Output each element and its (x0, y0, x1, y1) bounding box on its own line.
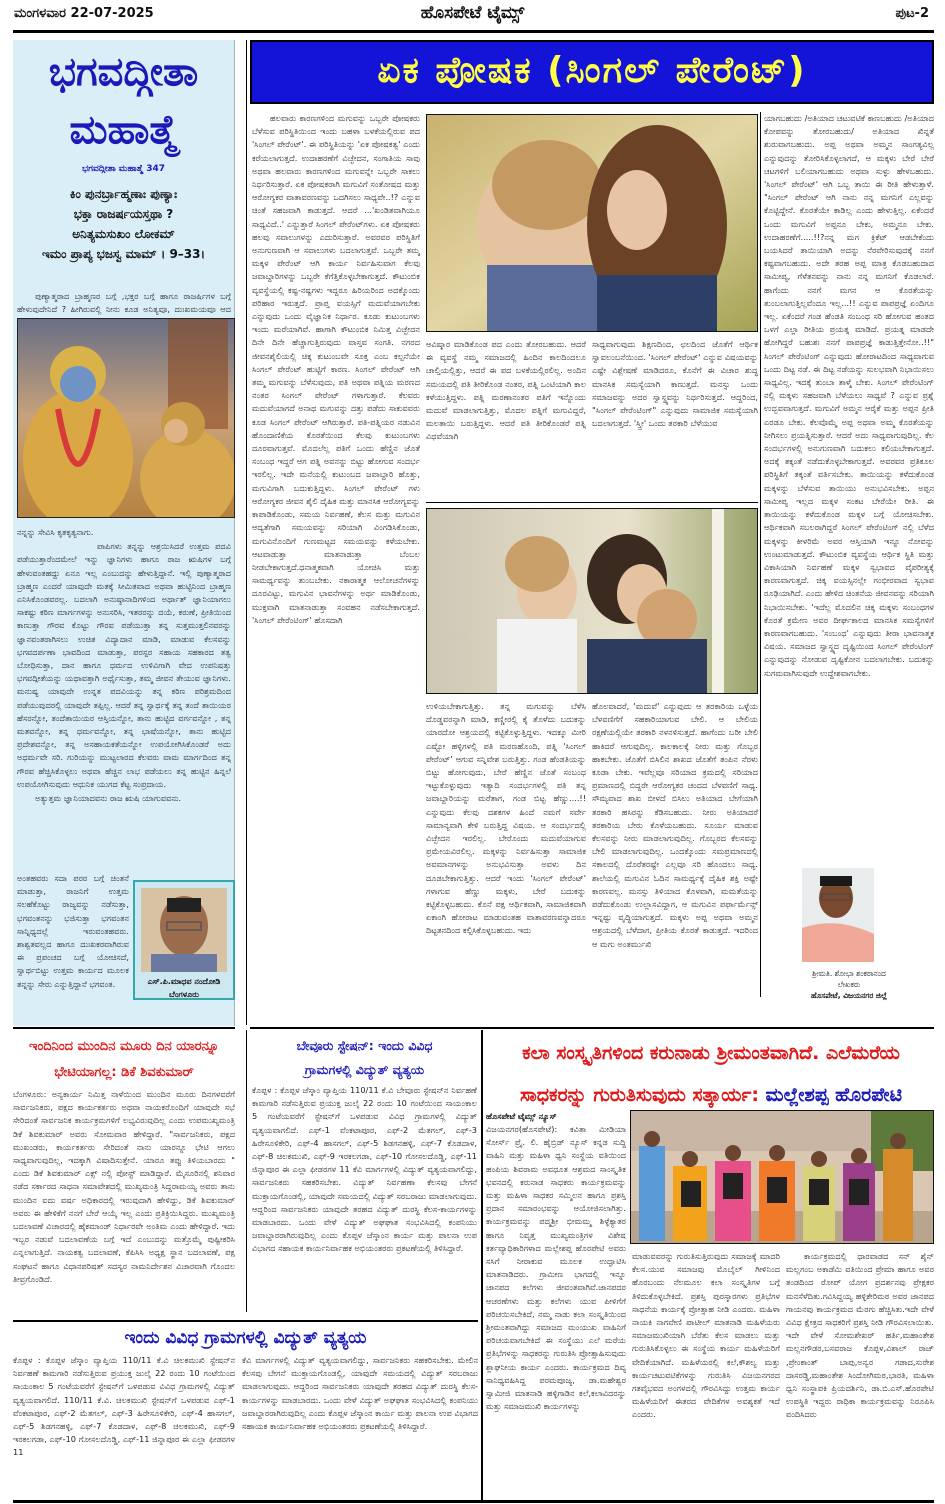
chilakamukhi-text: ಕೆವಿ ಮಾರ್ಗಗಳಲ್ಲಿ ವಿದ್ಯುತ್ ವ್ಯತ್ಯಯವಾಗಲಿದ್ದು, ಸಾರ್ವಜನಿಕರು ಸಹಕರಿಸಬೇಕು. ಮೇಲಿನ ಕೆಲಸವು ಬೇಗನೆ ಮುಕ್ತಾಯಗೊಂಡಲ್ಲಿ, ಯಾವುದೇ ಸಮಯದಲ್ಲಿ ವಿದ್ಯುತ್ ಸರಬರಾಜು ಮಾಡಲಾಗುವುದು. ಆದ್ದರಿಂದ ಸಾರ್ವಜನಿಕರು ಯಾವುದೇ ತರಹದ ವಿದ್ಯುತ್ ದುರಸ್ಥಿ ಕೆಲಸ-ಕಾರ್ಯಗಳನ್ನು ಮಾಡಬಾರದು. ಒಂದು ವೇಳೆ ವಿದ್ಯುತ್ ಅಘಘಾತ ಸಂಭವಿಸಿದಲ್ಲಿ ಕಂಪನಿಯು ಜವಾಬ್ದಾರರಾಗಿರುವುದಿಲ್ಲ ಎಂದು ಕೊಪ್ಪಳ ಜೆಸ್ಕಾಂನ ಕಾರ್ಯ ಮತ್ತು ಪಾಲನಾ ಉಪ ವಿಭಾಗದ ಸಹಾಯಕ ಕಾರ್ಯನಿರ್ವಾಹಕ ಅಭಿಯಂತರರು ಪ್ರಕಟಣೆಯಲ್ಲಿ ತಿಳಿಸಿದ್ದಾರೆ. (242, 1355, 478, 1432)
gita-para: ಪುಣ್ಯಾತ್ಮರಾದ ಬ್ರಾಹ್ಮಣರ ಬಗ್ಗೆ ,ಭಕ್ತರ ಬಗ್ಗೆ ಹಾಗೂ ರಾಜರ್ಷಿಗಳ ಬಗ್ಗೆ ಹೇಳುವುದೇನಿದೆ ? ಹೀಗಿರುವಲ್ಲಿ ನೀನು ಕೂಡ ಅನಿತ್ಯವೂ, ದುಃಖಮಯವೂ ಆದ (17, 291, 231, 315)
bevur-body (252, 1084, 477, 1312)
section-rule (250, 1027, 934, 1029)
mother-child-photo (426, 114, 758, 332)
shloka (13, 184, 234, 264)
bevur-headline-line1: ಬೇವೂರು ಸ್ಟೇಷನ್: ಇಂದು ವಿವಿಧ (296, 1038, 433, 1053)
main-article-col2b (592, 338, 758, 478)
gita-author-name: ಎಸ್.ಪಿ.ಮಾಧವ ನಂದೋಡಿ (147, 977, 221, 986)
main-author-role: ಲೇಖಕರು (837, 980, 861, 989)
kala-text: ವಿಜಯನಗರ(ಹೊಸಪೇಟೆ): ಕವಿತಾ ಮೀಡಿಯಾ ಸೋರ್ಸ್ ಪ್ರೈ. ಲಿ. ಹೈಬ್ರಿಡ್ ನ್ಯೂಸ್ ಕನ್ನಡ ಸುದ್ದಿ ವಾಹಿನಿ ಮತ್ತು ಮಹಿಳಾ ಧ್ವನಿ ಸಂಸ್ಥೆಯ ವತಿಯಿಂದ ಹಂಪಿಯ ಶಿವರಾಮ ಅವಧೂತ ಆಶ್ರಮದ ಸಾಂಸ್ಕೃತಿಕ ಭವನದಲ್ಲಿ ಕರುನಾಡ ಸಾಧಕರು ಕಾರ್ಯಕ್ರಮವನ್ನು ಮತ್ತು ಮಹಿಳಾ ಸಾಧಕರ ಸಮ್ಮಿಲನ ಹಾಗೂ ಪ್ರಶಸ್ತಿ ಪ್ರದಾನ ಸಮಾರಂಭವನ್ನು ಆಯೋಜಿಸಲಾಗಿತ್ತು. ಕಾರ್ಯಕ್ರಮವನ್ನು ಪದ್ಮಶ್ರೀ ಭೀಮಮ್ಮ ಶಿಳ್ಳೆಕ್ಯಾತರ ಹಾಗೂ ನಿವೃತ್ತ ಮುಖ್ಯಮಂತ್ರಿಗಳ ವಿಶೇಷ ಕರ್ತವ್ಯಾಧಿಕಾರಿಗಳಾದ ಮಲ್ಲೇಶಪ್ಪ ಹೊರಪೇಟಿ ಅವರು ಸಸಿಗೆ ನೀರಾಕುವ ಮೂಲಕ ಉದ್ಘಾಟಿಸಿ ಮಾತನಾಡಿದರು. ಗ್ರಾಮೀಣ ಭಾಗದಲ್ಲಿ ಇನ್ನೂ ಜಾನಪದ ಕಲೆಗಳು ಜೀವಂತವಾಗಿವೆ.ಜಾನಪದರ ಆಚರಣೆಗಳು ಮತ್ತು ಕಲೆಗಳು ಯುವ ಪೀಳಿಗೆಗೆ ಪರಿಚಯಿಸಬೇಕಿದೆ, ನಮ್ಮ ನಾಡು ಕಲಾ ಸಂಸ್ಕೃತಿಯಿಂದ ಶ್ರೀಮಂತವಾಗಿದ್ದು ಸಮಾಜದ ಮಂಯುಖ ವಾಹಿನಿಗೆ ಪರಿಚಯವಾಗಬೇಕಿದೆ ಈ ಸಂಸ್ಥೆಯು ಎಲೆ ಮರೆಯ ಪ್ರತಿಭೆಗಳನ್ನು ಸಾಧಕರನ್ನು ಗುರುತಿಸಿ ಪ್ರೋತ್ಸಾಹಿಸುವುದು ಶ್ಲಾಘನೀಯ ಕಾರ್ಯ ಎಂದರು. ಕಾರ್ಯಕ್ರಮದ ದಿವ್ಯ ಸಾನಿಧ್ಯವಹಿಸಿದ್ದ ಪರಮಪೂಜ್ಯ, ಡಾ.ಮಹೇಶ್ವರ ಸ್ವಾಮೀಜಿ ಮಾತನಾಡಿ ಹಳ್ಳಿಗಾಡಿನ ಕಲೆ,ಕಲಾವಿದರನ್ನು ಮತ್ತು ಸಮಾಜಮುಖಿ ಕಾರ್ಯಗಳನ್ನು (486, 1124, 626, 1412)
main-article-text: ಯಾಗಬಹುದು /ಅತಿಯಾದ ಚಟುವಟಿಕೆ ಕಾಣಬಹುದು /ಅತಿಯಾದ ಕೋಪವನ್ನು ತೋರಬಹುದು/ ಅತಿಯಾದ ಖಿನ್ನತೆ ಶುರುವಾಗಬಹುದು. ಅಪ್ಪ ಅಥವಾ ಅಮ್ಮನ ಸಾಂಗತ್ಯವಿಲ್ಲ ಎನ್ನುವುದನ್ನು ತೋರಿಸಿಕೊಳ್ಳಲಾಗದೆ, ಆ ಮಕ್ಕಳು ಬೇರೆ ಬೇರೆ ಚಟಗಳಿಗೆ ಬಲಿಯಾಗಬಹುದು ಅಥವಾ ಸುಳ್ಳು ಹೇಳಬಹುದು. 'ಸಿಂಗಲ್ ಪೇರೆಂಟ್' ಆಗಿ ಒಬ್ಬ ತಾಯಿ ಈ ರೀತಿ ಹೇಳುತ್ತಾಳೆ. "ಸಿಂಗಲ್ ಪೇರೆಂಟ್ ಆಗಿ ನಾನು ನನ್ನ ಮಗನಿಗೆ ಎಲ್ಲವನ್ನು ಕೊಟ್ಟಿದ್ದೇನೆ. ಕೊರತೆಯೇ ಕಾಡಿಲ್ಲ ಎಂದು ಹೇಳುತ್ತಿಲ್ಲ. ಏಕೆಂದರೆ ಒಂದು ಮಗುವಿಗೆ ಅಪ್ಪನೂ ಬೇಕು, ಅಮ್ಮನೂ ಬೇಕು. ಉದಾಹರಣೆಗೆ.....!!?ನನ್ನ ಮಗ ಕ್ರಿಕೆಟ್ ಆಡಬೇಕೆಂದು ಬಯಸಿದರೆ ತಾಯಿಯಾಗಿ ಅದನ್ನು ನೆರವೇರಿಸುವುದಕ್ಕೆ ನನಗೆ ಕಷ್ಟವಾಗಬಹುದು. ಅದೇ ತರಹ ಅಪ್ಪ ಮಾತ್ರ ಕೊಡಬಹುದಾದ ಸಾಮೀಪ್ಯ, ಗೆಳೆತನವನ್ನು ನಾನು ನನ್ನ ಮಗನಿಗೆ ಕೊಡಲಾರೆ. ಹಾಗೆಂದು ನನಗೆ ಮಗನ ಆ ಕೊರತೆಯನ್ನು ತುಂಬಲಾಗುತ್ತಿಲ್ಲವೆಂದೂ ಇಲ್ಲ...!! ಎನ್ನುವ ಪಾಪಪ್ರಜ್ಞೆ ಏಂದಿಗೂ ಇಲ್ಲ. ಏಕೆಂದರೆ ಗಂಡ ಹೆಂಡತಿ ಸಂಬಂಧ ಸರಿ ಹೋಗುವ ಹಂತದ ಒಳಗೆ ಎಲ್ಲಾ ರೀತಿಯ ಪ್ರಯತ್ನ ಮಾಡಿದೆ. ಪ್ರಯತ್ನ ಮಾಡದೇ ಹೋಗಿದ್ದರೆ ಬಹುಶಃ ನನಗೆ ಪಾಪಪ್ರಜ್ಞೆ ಕಾಡುತ್ತಿತ್ತೇನೋ..!!" ಸಿಂಗಲ್ ಪೇರೆಂಟಿಂಗ್ ಎನ್ನುವುದು ಹೋರಾಟದಿಂದ ಸಾಧ್ಯವಾಗುವ ಒಂದು ದಿಟ್ಟ ನಡೆ. ಈ ದಿಟ್ಟ ನಡೆಯನ್ನು ಸುಲಭವಾಗಿ ನಿಭಾಯಿಸಲು ಸಾಧ್ಯವಿಲ್ಲ. ಇದಕ್ಕೆ ತುಂಬಾ ತಾಳ್ಮೆ ಬೇಕು. ಸಿಂಗಲ್ ಪೇರೆಂಟಿಂಗ್ ನಲ್ಲಿ ಮಕ್ಕಳು ಸಹಜವಾಗಿ ಬೆಳೆಯಲು ಸಾಧ್ಯವೆ ? ಎನ್ನುವ ಪ್ರಶ್ನೆ ಉದ್ಭವವಾಗುತ್ತದೆ. ಮಗುವಿಗೆ ಅಮ್ಮನ ಆರೈಕೆ ಮತ್ತು ಅಪ್ಪನ ಪ್ರೀತಿ ಎರಡೂ ಬೇಕು. ಕೆಲವೊಮ್ಮೆ ಅಪ್ಪ ಅಥವಾ ಅಮ್ಮ ಕೊರತೆಯನ್ನು ನೀಗಿಸಲು ಪ್ರಯತ್ನಿಸುತ್ತಾರೆ. ಆದರೆ ಅದು ಸಾಧ್ಯವಾಗುವುದಿಲ್ಲ. ಕೆಲ ಸಂದರ್ಭಗಳಲ್ಲಿ ಅನುಗುಣವಾಗಿ ಬದುಕಲು ಕಲಿಯಬೇಕಾಗುತ್ತದೆ. ಅದಕ್ಕೆ ತಕ್ಕಂತೆ ನಡೆದುಕೊಳ್ಳಬೇಕಾಗುತ್ತದೆ. ಅವರವರ ಪ್ರತಿಕೂಲ ಪರಿಸ್ಥಿತಿಗೆ ತಕ್ಕಂತೆ ವರ್ತಿಸಬೇಕು. ತಾಯಿಯನ್ನು ಕಳೆದುಕೊಂಡ ಮಕ್ಕಳನ್ನು ಬೆಳೆಸುವ ತಾಯಿಯು ಅನುಭವಿಸಬೇಕು. ಅಪ್ಪನ ಸಾಮೀಪ್ಯ ಇಲ್ಲದ ಮಕ್ಕಳ ಸಂಕಟ ಬೇರೆಯೇ ರೀತಿ. ಈ ತಾಯಿಯನ್ನು ಕಳೆದುಕೊಂಡ ಮಕ್ಕಳ ಬಗ್ಗೆ ಯೋಚಿಸಬೇಕು. ಆರ್ಥಿಕವಾಗಿ ಸಬಲರಾಗಿದ್ದರೆ ಸಿಂಗಲ್ ಪೇರೆಂಟಿಂಗ್ ನಲ್ಲಿ ಬೆಳೆದ ಮಕ್ಕಳನ್ನು ಕೀಳರಿಮೆ ಅವರ ಆಸ್ತಿಯಾಗಿ ಇನ್ನೂ ನೋವನ್ನು ಉಂಟುಮಾಡುತ್ತದೆ. ಕೌಟುಂಬಿಕ ವ್ಯವಸ್ಥೆಯ ಆರ್ಥಿಕ ಸ್ಥಿತಿ ಮತ್ತು ವಿಕಾಸಿಯಾಗಿ ನಿರ್ವಹಣೆ ಮಕ್ಕಳ ಸ್ವಭಾವದ ವೈಪರೀತ್ಯಕ್ಕೆ ಕಾರಣವಾಗುತ್ತದೆ. ಚಿಕ್ಕ ವಯಸ್ಸಿನಲ್ಲೇ ಗಂಭೀರವಾದ ಸ್ವಭಾವ ರೂಢಿಯಾಗಿದೆ. ಎಂದು ಹೇಳಿದ ಚಿಂತನೆಯ ಜೀವನವನ್ನು ಸರಿಯಾಗಿ ನಿಭಾಯಿಸಬೇಕು. 'ಇದೆಲ್ಲ ಮೊದಲಿನ ಚಿಕ್ಕ ಮಕ್ಕಳು ಸಂಬಂಧಗಳ ಕೊರತೆ ಕ್ರಮೇಣ ಅವರ ದೀರ್ಘಕಾಲದ ಮಾನಸಿಕ ಸಮಸ್ಯೆಗಳಿಗೆ ಕಾರಣವಾಗಬಹುದು. 'ಸಂಬಂಧ' ಎನ್ನುವುದು ತೀರಾ ಭಾವನಾತ್ಮಕ ವಿಷಯ. ಸಮಾಜದ ಸ್ವಾಸ್ಥ್ಯದ ದೃಷ್ಟಿಯಿಂದ ಸಿಂಗಲ್ ಪೇರೆಂಟಿಂಗ್ ಎನ್ನುವುದನ್ನು ನೋಡುವ ದೃಷ್ಟಿಕೋನ ಬದಲಾಗಬೇಕು. ಬದುಕನ್ನು ಸುಗಮವಾಗಿಸುವುದೇ ಉದ್ದೇಶವಾಗಬೇಕು. (764, 113, 934, 678)
newspaper-name: ಹೊಸಪೇಟೆ ಟೈಮ್ಸ್ (420, 3, 525, 23)
kala-headline (488, 1032, 934, 1116)
bevur-headline-line2: ಗ್ರಾಮಗಳಲ್ಲಿ ವಿದ್ಯುತ್ ವ್ಯತ್ಯಯ (304, 1062, 425, 1077)
gita-author-box (133, 880, 235, 1000)
gita-author-photo (141, 888, 227, 972)
chilakamukhi-text: ಕೊಪ್ಪಳ : ಕೊಪ್ಪಳ ಜೆಸ್ಕಾಂ ವ್ಯಾಪ್ತಿಯ 110/11 ಕೆ.ವಿ ಚಿಲಕಮುಖಿ ಸ್ಟೇಷನ್‌ನ ನಿರ್ವಹಣೆ ಕಾಮಗಾರಿ ನಡೆಸುತ್ತಿರುವ ಪ್ರಯುಕ್ತ ಜುಲೈ 22 ರಂದು 10 ಗಂಟೆಯಿಂದ ಸಾಯಂಕಾಲ 5 ಗಂಟೆಯವರೆಗೆ ಸ್ಟೇಷನ್‌ಗೆ ಒಳಪಡುವ ವಿವಿಧ ಗ್ರಾಮಗಳಲ್ಲಿ ವಿದ್ಯುತ್ ವ್ಯತ್ಯಯವಾಗಲಿದೆ. 110/11 ಕೆ.ವಿ. ಚಿಲಕಮುಖಿ ಸ್ಟೇಷನ್‌ಗೆ ಒಳಪಡುವ ಎಫ್-1 ವೆಂಕಟಾಪೂರ, ಎಫ್-2 ಮೆತಗಲ್, ಎಫ್-3 ಹಿರೇಸೂಳಿಕೇರಿ, ಎಫ್-4 ಹಾಸಗಲ್, ಎಫ್-5 ಶಿಡಗನಹಳ್ಳಿ, ಎಫ್-7 ಕೊಡದಾಳ, ಎಫ್-8 ಚಿಲಕಮುಖಿ, ಎಫ್-9 ಇರಕಲಗಡಾ, ಎಫ್-10 ಗೋಸಲದೊಡ್ಡಿ, ಎಫ್-11 ಜಿನ್ನಾಪೂರ ಈ ಎಲ್ಲಾ ಫೀಡರಗಳ 11 (13, 1355, 235, 1458)
gita-title-line1: ಭಗವದ್ಗೀತಾ (48, 49, 199, 95)
main-article-text: ಆವಿಷ್ಕಾರ ಮಾಡಿಕೊಂಡ ಪದ ಎಂದು ತೋರಬಹುದು. ಆದರೆ ಈ ವ್ಯವಸ್ಥೆ ನಮ್ಮ ಸಮಾಜದಲ್ಲಿ ಹಿಂದಿನ ಕಾಲದಿಂದಲೂ ಚಾಲ್ತಿಯಲ್ಲಿತ್ತು, ಆದರೆ ಈ ಪದ ಬಳಕೆಯಲ್ಲಿರಲಿಲ್ಲ. ಅಂದಿನ ಸಮಯದಲ್ಲಿ ಪತಿ ತೀರಿಕೊಂಡ ನಂತರ, ಪತ್ನಿ ಒಂಟಿಯಾಗಿ ಕಾಲ ಕಳೆಯುತ್ತಿದ್ದಳು. ಪತ್ನಿ ಮರಣಾನಂತರ ಪತಿಗೆ ಇನ್ನೊಂದು ಮದುವೆ ಮಾಡಲಾಗುತ್ತಿತ್ತು, ಮೊದಲ ಪತ್ನಿಗೆ ಮಗುವಿದ್ದರೆ, ಮಲತಾಯಿ ಬರುತ್ತಿದ್ದಳು. ಆದರೆ ಪತಿ ತೀರಿಕೊಂಡರೆ ಪತ್ನಿ ವಿಧವೆಯಾಗಿ (426, 339, 586, 442)
column-rule (246, 1030, 247, 1312)
kala-headline-line1: ಕಲಾ ಸಂಸ್ಕೃತಿಗಳಿಂದ ಕರುನಾಡು ಶ್ರೀಮಂತವಾಗಿದೆ. ಎಲೆಮರೆಯ (522, 1042, 900, 1064)
column-rule (246, 40, 247, 1025)
photo-rule (426, 502, 758, 503)
section-rule (13, 1320, 478, 1322)
shloka-line: ಕಿಂ ಪುನರ್ಬ್ರಾಹ್ಮಣಾಃ ಪುಣ್ಯಾಃ (69, 187, 178, 201)
main-article-text: ಹಲವಾರು ಕಾರಣಗಳಿಂದ ಮಗುವನ್ನು ಒಬ್ಬರೇ ಪೋಷಕರು ಬೆಳೆಸುವ ಪರಿಸ್ಥಿತಿಯಿಂದ ಇಂದು ಬಹಳಾ ಬಳಕೆಯಲ್ಲಿರುವ ಪದ 'ಸಿಂಗಲ್ ಪೇರೆಂಟ್'. ಈ ಪರಿಸ್ಥಿತಿಯನ್ನು 'ಏಕ ಪೋಷಕತ್ವ' ಎಂದು ಕರೆಯಲಾಗುತ್ತದೆ. ಉದಾಹರಣೆಗೆ ವಿಚ್ಛೇದನ, ಸಂಗಾತಿಯ ಸಾವು ಅಥವಾ ಹಲವಾರು ಕಾರಣಗಳಿಂದ ಮಗುವನ್ನೇ ಒಬ್ಬರೇ ಸಾಕಲು ನಿರ್ಧರಿಸುತ್ತಾರೆ. ಏಕ ಪೋಷಕರಾಗಿ ಮಗುವಿಗೆ ಸಂತೋಷದ ಮತ್ತು ಆರೋಗ್ಯಕರ ವಾತಾವರಣವನ್ನು ಒದಗಿಸಲು ಸಾಧ್ಯವೇ..!? ಎನ್ನುವ ಚಿಂತೆ ಸಹಜವಾಗಿ ಕಾಡುತ್ತದೆ. ಆದರೆ ...'ಖಂಡಿತವಾಗಿಯೂ ಸಾಧ್ಯವಿದೆ..' ಎನ್ನುತ್ತಾರೆ ಸಿಂಗಲ್ ಪೇರೆಂಟ್‌ಗಳು. ಏಕ ಪೋಷಕರು ಹಲವು ಸವಾಲುಗಳನ್ನು ಎದುರಿಸುತ್ತಾರೆ. ಅವರವರ ಪರಿಸ್ಥಿತಿಗೆ ಅನುಗುಣವಾಗಿ ಆ ಸವಾಲುಗಳು ಬದಲಾಗುತ್ತವೆ. ಒಬ್ಬರೇ ತಮ್ಮ ಮಕ್ಕಳ ಪೇರೆಂಟ್ ಆಗಿ ಕಾರ್ಯ ನಿರ್ವಹಿಸುವಾಗ ಕೆಲವು ಜವಾಬ್ದಾರಿಗಳನ್ನು ಒಬ್ಬರೇ ಕೆಗೆತ್ತಿಕೊಳ್ಳಬೇಕಾಗುತ್ತದೆ. ಕೌಟುಂಬಿಕ ವ್ಯವಸ್ಥೆಯಲ್ಲಿ ಕಷ್ಟ-ನಷ್ಟಗಳು ಇದ್ದರೂ ಹಿರಿಯರಿಂದ ಅದಕ್ಕೊಂದು ಪರಿಹಾರ ಇರುತ್ತದೆ. ಪ್ರಾಪ್ತ ವಯಸ್ಸಿಗೆ ಮದುವೆಯಾಗಬೇಕು ಎನ್ನುವುದು ಒಂದು ವೈಜ್ಞಾನಿಕ ನಿರ್ಧಾರ. ಕೂಡು ಕುಟುಂಬಗಳು ಇಂದು ಮರೆಯಾಗಿವೆ. ಹಾಗಾಗಿ ಕೌಟುಂಬಿಕ ನಿಮಿತ್ತ ವಿಚ್ಛೇದನ ದಿನೇ ದಿನೇ ಹೆಚ್ಚಾಗುತ್ತಿರುವುದು ವಾಸ್ತವ ಸಂಗತಿ. ನಗರದ ಜೀವನಶೈಲಿಯಲ್ಲಿ ಚಿಕ್ಕ ಕುಟುಂಬವೇ ಸೂಕ್ತ ಎಂಬ ಕಲ್ಪನೆಯೇ ಸಿಂಗಲ್ ಪೇರೆಂಟ್ ಹುಟ್ಟಿಗೆ ಕಾರಣ. ಸಿಂಗಲ್ ಪೇರೆಂಟ್ ಆಗಿ ತಮ್ಮ ಮಗುವನ್ನು ಬೆಳೆಸುವುದು, ಪತಿ ಅಥವಾ ಪತ್ನಿಯ ಮರಣದ ನಂತರ ಸಿಂಗಲ್ ಪೇರೆಂಟ್ ಗಳಾಗುತ್ತಾರೆ. ಕೆಲವರು ಮದುವೆಯಾಗದೆ ಅನಾಥ ಮಗುವನ್ನು ದತ್ತು ಪಡೆದು ಸಾಕುವವರು ಕೂಡ ಸಿಂಗಲ್ ಪೇರೆಂಟ್ ಆಗಿರುತ್ತಾರೆ. ಪತಿ-ಪತ್ನಿಯರ ನಡುವಿನ ಹೊಂದಾಣಿಕೆಯ ಕೊರತೆಯಿಂದ ಕೆಲವು ಕುಟುಂಬಗಳು ದೂರವಾಗುತ್ತವೆ. ಮೊದಲೆಲ್ಲ ಪತಿಗೆ ಒಂದು ಹೆಣ್ಣಿನ ಜೊತೆ ಸಂಬಂಧ ಇದ್ದರೆ ಆಗ ಪತ್ನಿ ಅವನನ್ನು ಬಿಟ್ಟು ಹೋಗುವ ಸಂದರ್ಭ ಇರಲಿಲ್ಲ. ಇದೇ ಮನೆಯಲ್ಲಿ ಕುಟುಂಬದ ಜವಾಬ್ದಾರಿ ಹೊತ್ತು, ಮಗುವಿಗಾಗಿ ಬದುಕುತ್ತಿದ್ದಳು. ಸಿಂಗಲ್ ಪೇರೆಂಟ್ ಗಳು ಆರೋಗ್ಯಕರ ಜೀವನ ಶೈಲಿ ದೈಹಿಕ ಮತ್ತು ಮಾನಸಿಕ ಆರೋಗ್ಯವನ್ನು ಕಾಪಾಡಿಕೊಂಡು, ಸಮಯ ನಿರ್ವಹಣೆ, ಕೆಲಸ ಮತ್ತು ಮಗುವಿನ ಆದ್ಯತೆಗಾಗಿ ಸಮಯವನ್ನು ಸರಿಯಾಗಿ ವಿಂಗಡಿಸಿಕೊಂಡು, ಮಗುವಿನೊಂದಿಗೆ ಗುಣಮಟ್ಟದ ಸಮಯವನ್ನು ಕಳೆಯಬೇಕು. ಆಟವಾಡುತ್ತಾ ಮಾತನಾಡುತ್ತಾ ಬೆಂಬಲ ನೀಡಬೇಕಾಗುತ್ತದೆ.ಧನಾತ್ಮಕವಾಗಿ ಯೋಚಿಸಿ ಮತ್ತು ಸಾಮರ್ಥ್ಯವನ್ನು ತುಂಬಬೇಕು. ನಕಾರಾತ್ಮಕ ಆಲೋಚನೆಗಳನ್ನು ದೂರವಿಟ್ಟು, ಮಗುವಿನ ಭಾವನೆಗಳನ್ನು ಅರ್ಥ ಮಾಡಿಕೊಂಡು, ಮುಕ್ತವಾಗಿ ಮಾತನಾಡುತ್ತಾ ಸಂವಹನ ನಡೆಸಬೇಕಾಗುತ್ತದೆ. 'ಸಿಂಗಲ್ ಪೇರೆಂಟಿಂಗ್' ಹೊಸದಾಗಿ (252, 113, 420, 625)
chilakamukhi-col2 (242, 1354, 478, 1500)
shloka-line: ಅನಿತ್ಯಮಸುಖಂ ಲೋಕಮ್ (72, 227, 175, 241)
gita-column (13, 40, 235, 1026)
chilakamukhi-headline: ಇಂದು ವಿವಿಧ ಗ್ರಾಮಗಳಲ್ಲಿ ವಿದ್ಯುತ್ ವ್ಯತ್ಯಯ (124, 1328, 367, 1348)
gita-title-line2: ಮಹಾತ್ಮೆ (69, 107, 178, 153)
dks-headline-line1: ಇಂದಿನಿಂದ ಮುಂದಿನ ಮೂರು ದಿನ ಯಾರನ್ನೂ (29, 1039, 219, 1054)
gita-para: ಅಂತಹವರು ಸದಾ ಪರರ ಬಗ್ಗೆ ಚಿಂತನೆ ಮಾಡುತ್ತಾ, ರಾಜನಿಗೆ ಉತ್ತಮ ಸಲಹೆಕೊಟ್ಟು ರಾಜ್ಯವನ್ನು ನಡೆಸುತ್ತಾ, ಭಗವಂತನನ್ನು ಭಜಿಸುತ್ತಾ ಭಗವಂತನ ಸಾನ್ನಿಧ್ಯದಲ್ಲೆ ಇರುವಂತಹವರು. ಶಾಶ್ವತವಲ್ಲದ ಹಾಗೂ ದುಃಖಕರವಾಗಿರುವ ಈ ಪ್ರಪಂಚದ ಬಗ್ಗೆ ಯೋಚಿಸದೆ, ಸ್ವಾರ್ಥಬಿಟ್ಟು ಉತ್ತಮ ಕಾರ್ಯದ ಮೂಲಕ ತನ್ನನ್ನು ಸೇರು ಎನ್ನುತ್ತಿದ್ದಾನೆ ಭಗವಂತ. (17, 873, 129, 989)
kala-headline-line2: ಸಾಧಕರನ್ನು ಗುರುತಿಸುವುದು ಸತ್ಕಾರ್ಯ: (519, 1084, 766, 1106)
main-article-text: ಉಳಿಯಬೇಕಾಗುತ್ತಿತ್ತು. ತನ್ನ ಮಗುವನ್ನು ಬೆಳೆಸಿ ದೊಡ್ಡವರನ್ನಾಗಿ ಮಾಡಿ, ಕಣ್ಣೀರಲ್ಲಿ ಕೈ ತೊಳೆದು ಬದುಕನ್ನು ಯಾರದೋ ಆಶ್ರಯದಲ್ಲಿ ಕಟ್ಟಿಕೊಳ್ಳುತ್ತಿದ್ದಳು. ಇದಕ್ಕೂ ಮೀರಿ ಎಷ್ಟೋ ಹಳ್ಳಿಗಳಲ್ಲಿ ಪತಿ ಮರಣಹೊಂದಿ, ಪತ್ನಿ 'ಸಿಂಗಲ್ ಪೇರೆಂಟ್' ಆಗುವ ಸನ್ನಿವೇಶ ಬರುತ್ತಿತ್ತು. ಗಂಡ ಹೆಂಡತಿಯನ್ನು ಬಿಟ್ಟು ಹೋಗುವುದು, ಬೇರೆ ಹೆಣ್ಣಿನ ಜೊತೆ ಸಂಬಂಧ ಇಟ್ಟುಕೊಳ್ಳುವುದು ಇತ್ಯಾದಿ ಸಂದರ್ಭಗಳಲ್ಲಿ ಪತಿ ತನ್ನ ಜವಾಬ್ದಾರಿಯನ್ನು ಮರೆತಾಗ, ಗಂಡ ಬಿಟ್ಟ ಹೆಣ್ಣು....!! ಎನ್ನುವುದು ಕೆಲವು ದಶಕಗಳ ಹಿಂದೆ ನಮಗೆ ಸರ್ವೇ ಸಾಮಾನ್ಯವಾಗಿ ಕೇಳಿ ಬರುತ್ತಿದ್ದ ವಿಷಯ. ಆ ಸಂದರ್ಭದಲ್ಲಿ ವಿಚ್ಛೇದನ ಇರಲಿಲ್ಲ. ಬೇರೊಂದು ಮದುವೆಯಾಗುವ ಪ್ರಮೇಯವಿರಲಿಲ್ಲ. ಮಕ್ಕಳನ್ನು ನಿರ್ವಹಿಸುತ್ತಾ ಸಾಮಾಜಿಕ ಅವಮಾನಗಳನ್ನು ಅನುಭವಿಸುತ್ತಾ ಅವಳು ದಿನ ದೂಡಬೇಕಾಗುತ್ತಿತ್ತು. ಆದರೆ ಇಂದು 'ಸಿಂಗಲ್ ಪೇರೆಂಟ್' ಗಳಾಗುವ ಹೆಣ್ಣು ಮಕ್ಕಳು, ಬೇರೆ ಬದುಕನ್ನು ಕಟ್ಟಿಕೊಳ್ಳಬಹುದು. ಕೊನೆ ಪಕ್ಷ ಆರ್ಥಿಕವಾಗಿ, ಸಾಮಾಜಿಕವಾಗಿ ಏಕಾಂಗಿ ಹೋರಾಟ ಮಾಡುವಂತಹ ವಾತಾವರಣವನ್ನಾದರೂ ದಿಟ್ಟತನದಿಂದ ಕಲ್ಪಿಸಿಕೊಳ್ಳಬಹುದು. ಇದು (426, 701, 586, 936)
bevur-text: ಕೊಪ್ಪಳ : ಕೊಪ್ಪಳ ಜೆಸ್ಕಾಂ ವ್ಯಾಪ್ತಿಯ 110/11 ಕೆ.ವಿ ಬೇವೂರು ಸ್ಟೇಷನ್‌ನ ನಿರ್ವಹಣೆ ಕಾಮಗಾರಿ ನಡೆಸುತ್ತಿರುವ ಪ್ರಯುಕ್ತ ಜುಲೈ 22 ರಂದು 10 ಗಂಟೆಯಿಂದ ಸಾಯಂಕಾಲ 5 ಗಂಟೆಯವರೆಗೆ ಸ್ಟೇಷನ್‌ಗೆ ಒಳಪಡುವ ವಿವಿಧ ಗ್ರಾಮಗಳಲ್ಲಿ ವಿದ್ಯುತ್ ವ್ಯತ್ಯಯವಾಗಲಿದೆ. ಎಫ್-1 ವೆಂಕಟಾಪೂರ, ಎಫ್-2 ಮೆತಗಲ್, ಎಫ್-3 ಹಿರೇಸೂಳಿಕೇರಿ, ಎಫ್-4 ಹಾಸಗಲ್, ಎಫ್-5 ಶಿಡಗನಹಳ್ಳಿ, ಎಫ್-7 ಕೊಡದಾಳ, ಎಫ್-8 ಚಿಲಕಮುಖಿ, ಎಫ್-9 ಇರಕಲಗಡಾ, ಎಫ್-10 ಗೋಸಲದೊಡ್ಡಿ, ಎಫ್-11 ಜಿನ್ನಾಪೂರ ಈ ಎಲ್ಲಾ ಫೀಡರಗಳ 11 ಕೆವಿ ಮಾರ್ಗಗಳಲ್ಲಿ ವಿದ್ಯುತ್ ವ್ಯತ್ಯಯವಾಗಲಿದ್ದು, ಸಾರ್ವಜನಿಕರು ಸಹಕರಿಸಬೇಕು. ವಿದ್ಯುತ್ ನಿರ್ವಹಣಾ ಕೆಲಸವು ಬೇಗನೆ ಮುಕ್ತಾಯಗೊಂಡಲ್ಲಿ, ಯಾವುದೇ ಸಮಯದಲ್ಲಿ ವಿದ್ಯುತ್ ಸರಬರಾಜು ಮಾಡಲಾಗುವುದು. ಆದ್ದರಿಂದ ಸಾರ್ವಜನಿಕರು ಯಾವುದೇ ತರಹದ ವಿದ್ಯುತ್ ದುರಸ್ಥಿ ಕೆಲಸ-ಕಾರ್ಯಗಳನ್ನು ಮಾಡಬಾರದು. ಒಂದು ವೇಳೆ ವಿದ್ಯುತ್ ಅಘಘಾತ ಸಂಭವಿಸಿದಲ್ಲಿ ಕಂಪನಿಯು ಜವಾಬ್ದಾರರಾಗಿರುವುದಿಲ್ಲ ಎಂದು ಕೊಪ್ಪಳ ಜೆಸ್ಕಾಂನ ಕಾರ್ಯ ಮತ್ತು ಪಾಲನಾ ಉಪ ವಿಭಾಗದ ಸಹಾಯಕ ಕಾರ್ಯನಿರ್ವಾಹಕ ಅಭಿಯಂತರರು ಪ್ರಕಟಣೆಯಲ್ಲಿ ತಿಳಿಸಿದ್ದಾರೆ. (252, 1085, 477, 1254)
main-author-caption (764, 968, 934, 1001)
kala-col3 (786, 1250, 934, 1500)
main-author-place: ಹೊಸಪೇಟೆ, ವಿಜಯನಗರ ಜಿಲ್ಲೆ (810, 991, 887, 1000)
main-article-col2d (592, 700, 758, 992)
main-author-name: ಶ್ರೀಮತಿ. ಶೋಭಾ ಶಂಕರಾನಂದ (812, 969, 886, 978)
bottom-rule (13, 1500, 934, 1503)
kala-col1 (486, 1123, 626, 1501)
mother-children-photo (426, 508, 758, 694)
masthead-rule (13, 30, 934, 33)
kala-headline-name: ಮಲ್ಲೇಶಪ್ಪ ಹೊರಪೇಟಿ (765, 1084, 903, 1106)
main-article-col2a (426, 338, 586, 478)
dks-text: ಬೆಂಗಳೂರು: ಅನ್ಯಕಾರ್ಯ ನಿಮಿತ್ತ ನಾಳೆಯಿಂದ ಮುಂದಿನ ಮೂರು ದಿನಗಳವರೆಗೆ ಸಾರ್ವಜನಿಕರು, ಪಕ್ಷದ ಕಾರ್ಯಕರ್ತರು ಅಥವಾ ನಾಯಕರೊಂದಿಗೆ ಯಾವುದೇ ಸಭೆ ಸೇರಿದಂತೆ ಸಾರ್ವಜನಿಕ ಕಾರ್ಯಕ್ರಮಗಳಿಗೆ ಲಭ್ಯವಿರುವುದಿಲ್ಲ ಎಂದು ಉಪಮುಖ್ಯಮಂತ್ರಿ ಡಿಕೆ ಶಿವಕುಮಾರ್ ಅವರು ಸೋಮವಾರ ಹೇಳಿದ್ದಾರೆ. "ಸಾರ್ವಜನಿಕರು, ಪಕ್ಷದ ಮುಖಂಡರು, ಕಾರ್ಯಕರ್ತರು ಸೇರಿದಂತೆ ನಾನು ಯಾರನ್ನೂ ಭೇಟಿ ಆಗಲು ಸಾಧ್ಯವಾಗುವುದಿಲ್ಲ, ಇದಕ್ಕಾಗಿ ವಿಷಾದಿಸುತ್ತೇನೆ. ಯಾರೂ ತಪ್ಪು ತಿಳಿಯಬಾರದು " ಎಂದು ಡಿಕೆ ಶಿವಕುಮಾರ್ ಎಕ್ಸ್ ನಲ್ಲಿ ಪೋಸ್ಟ್ ಮಾಡಿದ್ದಾರೆ. ಮೈಸೂರಿನಲ್ಲಿ ಶನಿವಾರ ನಡೆದ ಸರ್ಕಾರದ ಸಾಧನಾ ಸಮಾವೇಶದಲ್ಲಿ ಮುಖ್ಯಮಂತ್ರಿ ಸಿದ್ದರಾಮಯ್ಯ ಅವರು ತಾನು ಮುಂದಿನ ಐದು ವರ್ಷ ಅಧಿಕಾರದಲ್ಲಿ ಇರುವುದಾಗಿ ಹೇಳಿದ್ದು, ಡಿಕೆ ಶಿವಕುಮಾರ್ ಅವರು ಈ ಹೇಳಿಕೆಗೆ ನನಗೆ ಬೇರೆ ಆಯ್ಕೆ ಇಲ್ಲ ಎಂದು ಪ್ರತಿಕ್ರಿಯಿಸಿದ್ದರು. ಮುಖ್ಯಮಂತ್ರಿ ಬದಲಾವಣೆ ವಿಚಾರದಲ್ಲಿ ಹೈಕಮಾಂಡ್ ನಿರ್ಧಾರವೇ ಅಂತಿಮ ಎಂದು ಹೇಳಿದ್ದಾರೆ. ಇದು ಇಬ್ಬರ ನಡುವೆ ಬದಲಾವಣೆಯ ಬಗ್ಗೆ ಇದೆ ಎಂಬುದನ್ನು ಮತ್ತೊಮ್ಮೆ ಪುಷ್ಟೀಕರಿಸಿ ಎನ್ನಲಾಗುತ್ತಿದೆ. ನಾಯಕತ್ವ ಬದಲಾವಣೆ, ಕೆಪಿಸಿಸಿ ಅಧ್ಯಕ್ಷ ಸ್ಥಾನ ಬದಲಾವಣೆ, ಪಕ್ಷ ಸಂಘಟನೆ ಹಾಗೂ ವಿಧಾನಪರಿಷತ್ ಸದಸ್ಯರ ನಾಮನಿರ್ದೇಶನ ವಿಚಾರವಾಗಿ ಗೊಂದಲ ತೀವ್ರಗೊಂಡಿದೆ. (13, 1089, 235, 1284)
issue-date: ಮಂಗಳವಾರ 22-07-2025 (14, 6, 154, 21)
kala-text: ಕಾರ್ಯಕ್ರಮದಲ್ಲಿ ಧಾರವಾಡದ ಸನ್ ಶೈನ್ ಮಲ್ಲಗಂಬ ಅಕಾಡೆಮಿ ವತಿಯಿಂದ ಪ್ರೇಮಾ ಹಾಗೂ ಅವರ ತಂಡದಿಂದ ರೋಪ್ ಯೋಗ ಪ್ರದರ್ಶನವು ಪ್ರೇಕ್ಷಕರ ಮನಸೆಳೆದಿತು.ಗವಿಸಿದ್ದಯ್ಯ ಹಳ್ಳಿಕೇರಿಮಠ ಅವರ ಜಾನಪದ ಗಾಯನವು ಕಾರ್ಯಕ್ರಮದ ಮೆರಗು ಹೆಚ್ಚಿಸಿತು.ಇದೇ ವೇಳೆ ವಿವಿಧ ಕ್ಷೇತ್ರದ ಸಾಧಕರಿಗೆ ಪ್ರಶಸ್ತಿ ನೀಡಿ ಗೌರವಿಸಲಾಯಿತು. ಇದೇ ವೇಳೆ ಸೋಮಶೇಖರ್ ಹರ್ತಿ,ಮಹಾಂತೇಶ ಮಲ್ಲನಗೌಡರ,ಬಸವರಾಜ ಕೊಪ್ಪಳ,ವಿಶಾಲ್ ರಾಜ್ ,ಪ್ರೇಂಕಾಂತ್ ಬಾಪು,ಅನ್ವರ ಗಡಾದ,ಸುರೇಶ ದಾಸರಡ್ಡಿ,ಮಹಾಂತೇಶ ಸಿಂದೋಗಿಮಠ,ಭಾರತಿ, ಮಹಿಳಾ ಧ್ವನಿ ಸಂಸ್ಥಾಪಕಿ ಪ್ರಿಯದರ್ಶಿನಿ, ಡಾ.ಬಿ.ಎಸ್.ಹೊರಪೇಟಿ ಉಪಸ್ಥಿತಿ ಇದ್ದರು ರಾಧಿಕಾ ಕಾರ್ಯಕ್ರಮವನ್ನು ನಿರೂಪಿಸಿ ವಂದಿಸಿದರು (786, 1251, 934, 1420)
main-article-text: ಸಾಧ್ಯವಾಗುವುದು ಶಿಕ್ಷಣದಿಂದ, ಛಲದಿಂದ ಜೊತೆಗೆ ಆರ್ಥಿಕ ಸ್ವಾವಲಂಬನೆಯಿಂದ. 'ಸಿಂಗಲ್ ಪೇರೆಂಟ್' ಎನ್ನುವ ವಿಷಯವನ್ನು ಎಷ್ಟೇ ವಿಶ್ಲೇಷಣೆ ಮಾಡಿದರೂ, ಕೊನೆಗೆ ಈ ವಿಚಾರ ಶುದ್ಧ ಮಾನಸಿಕ ಸಮಸ್ಯೆಯಾಗಿ ಕಾಣುತ್ತದೆ. ಮನಸ್ಸು ಒಂದು ಸಮಾಜವನ್ನು ಅದರ ಸ್ವಾಸ್ಥ್ಯವನ್ನು ನಿರ್ಧರಿಸುತ್ತದೆ. ಆದ್ದರಿಂದ, "ಸಿಂಗಲ್ ಪೇರೆಂಟಿಂಗ್" ಎನ್ನುವುದು ಸಾಮಾಜಿಕ ಸಮಸ್ಯೆಯಾಗಿ ಬದಲಾಗುತ್ತದೆ. 'ಸ್ತ್ರೀ' ಒಂದು ತರಕಾರಿ ಬೆಳೆಯುವ (592, 339, 758, 429)
gita-para: ಪಾಪಿಗಳು ತನ್ನನ್ನು ಆಶ್ರಯಿಸಿದರೆ ಉತ್ತಮ ಪದವಿ ಪಡೆಯುತ್ತಾರೆಂದಮೇಲೆ ಇನ್ನು ಜ್ಞಾನಿಗಳು ಹಾಗೂ ರಾಜ ಋಷಿಗಳ ಬಗ್ಗೆ ಹೇಳುವಂತಹದ್ದು ಏನೂ ಇಲ್ಲ ಎಂಬುದನ್ನು ಹೇಳುತ್ತಿದ್ದಾನೆ. ಇಲ್ಲಿ ಪುಣ್ಯಾತ್ಮರಾದ ಬ್ರಾಹ್ಮಣ ಎಂದರೆ ಯಾವುದೇ ಮತಕ್ಕೆ ಸೀಮಿತವಾದ ಅಥವಾ ಹುಟ್ಟಿನಿಂದ ಬ್ರಾಹ್ಮಣ ಎನಿಸಿಕೊಂಡವರಲ್ಲ. ಬದಲಾಗಿ ಅನುಷ್ಠಾನಾದಿಗಳಿಂದ ಅರ್ಥಾತ್ ಜ್ಞಾನಿಯಾಗಲು ಸಾಕಷ್ಟು ಕಠಿಣ ಮಾರ್ಗಗಳನ್ನು ಅನುಸರಿಸಿ, ಇತರರನ್ನು ದಯೆ, ಕರುಣೆ, ಪ್ರೀತಿಯಿಂದ ಕಾಣುತ್ತಾ ಗೌರವ ಕೊಟ್ಟು ಗೌರವ ಪಡೆಯುತ್ತಾ ತನ್ನ ಸುತ್ತಮುತ್ತಲಿನವರನ್ನು ಜ್ಞಾನವಂತರಾಗಿಸಲು ಉಚಿತ ವಿದ್ಯಾದಾನ ಮಾಡಿ, ಮಾಡುವ ಕೆಲಸವನ್ನು ಭಗವದರ್ಪಣಾ ಭಾವದಿಂದ ಮಾಡುತ್ತಾ, ಪರಸ್ಪರ ಸಹಾಯ ಸಹಕಾರದ ತತ್ವ ಬೋಧಿಸುತ್ತಾ, ದಾನ ಹಾಗೂ ಧರ್ಮದ ಉಳಿವಿಗಾಗಿ ವೇದ ಉಪನಿಷತ್ತು ಭಗವದ್ಗೀತೆಯನ್ನು ಯಥಾವತ್ತಾಗಿ ಅರ್ಥೈಸುತ್ತಾ, ತಮ್ಮ ಜೀವನ ತೇಯುವ ಜ್ಞಾನಿಗಳು. ಮನುಷ್ಯ ಯಾವುದೇ ಉನ್ನತ ಪದವಿಯನ್ನು ತನ್ನ ಕಠಿಣ ಪರಿಶ್ರಮದಿಂದ ಪಡೆಯುವುದರಲ್ಲಿ ಯಾವುದೇ ತಪ್ಪಿಲ್ಲ. ಆದರೆ ತನ್ನ ಸ್ವಾರ್ಥಕ್ಕೆ ತನ್ನ ತಂದೆ ತಾಯಿಯರ ಹೆಸರನ್ನೋ, ತಂದೆತಾಯಿಯರ ಆಸ್ತಿಯನ್ನೋ, ತಾನು ಹುಟ್ಟಿದ ವರ್ಗವನ್ನೋ , ತನ್ನ ಮತವನ್ನೋ, ತನ್ನ ಧರ್ಮವನ್ನೋ, ತನ್ನ ಭಾಷೆಯನ್ನೋ, ತಾನು ಹುಟ್ಟಿದ ಪ್ರದೇಶವನ್ನೋ, ತನ್ನ ಅಸಹಾಯಕತೆಯನ್ನೋ ಉಪಯೋಗಿಸಿಕೊಂಡರೆ ಅದು ಅಧರ್ಮವೇ ಸರಿ. ಗುರಿಯನ್ನು ಮುಟ್ಟಲಾರದ ಕೆಲವರು ವಾಮ ಮಾರ್ಗದಿಂದ ತನ್ನ ಗೌರವ ಹೆಚ್ಚಿಸಿಕೊಳ್ಳಲು ಅಥವಾ ಹೆಚ್ಚಿನ ಲಾಭ ಪಡೆಯಲು ತನ್ನ ಹುಟ್ಟಿನ ಹಿನ್ನಲೆ ಉಪಯೋಗಿಸುವುದು ಆಧುನಿಕ ಯುಗದ ಕೆಟ್ಟ ಸಂಪ್ರದಾಯ. (17, 541, 231, 789)
column-rule (760, 112, 761, 997)
kala-col2 (632, 1250, 780, 1500)
dks-body (13, 1088, 235, 1310)
bevur-headline (252, 1034, 477, 1082)
gita-body (17, 526, 231, 868)
gita-closing (17, 872, 129, 1022)
krishna-arjuna-image (17, 318, 235, 518)
section-rule (13, 1027, 235, 1029)
gita-subtitle: ಭಗವದ್ಗೀತಾ ಮಹಾತ್ಮೆ 347 (81, 164, 166, 174)
page-number: ಪುಟ-2 (895, 6, 929, 21)
shloka-line: ಇಮಂ ಪ್ರಾಪ್ಯ ಭಜಸ್ವ ಮಾಮ್ । 9–33। (41, 247, 206, 261)
main-headline-banner: ಏಕ ಪೋಷಕ (ಸಿಂಗಲ್ ಪೇರೆಂಟ್) (250, 40, 934, 104)
main-article-col3 (764, 112, 934, 866)
main-article-col2c (426, 700, 586, 992)
dks-headline-line2: ಭೇಟಿಯಾಗಲ್ಲ: ಡಿಕೆ ಶಿವಕುಮಾರ್ (54, 1065, 194, 1080)
main-author-photo (802, 868, 874, 962)
main-article-col1 (252, 112, 420, 992)
dks-headline (13, 1034, 235, 1086)
kala-dateline: ಹೊಸಪೇಟೆ ಟೈಮ್ಸ್ ನ್ಯೂಸ್ (486, 1111, 557, 1121)
shloka-line: ಭಕ್ತಾ ರಾಜರ್ಷಯಸ್ತಥಾ ? (73, 207, 174, 221)
award-ceremony-photo (630, 1110, 934, 1244)
gita-author-place: ಬೆಂಗಳೂರು (169, 990, 199, 999)
column-rule (481, 1030, 483, 1502)
kala-text: ಮಾಡುವವರನ್ನು ಗುರುತಿಸುತ್ತಿರುವುದು ಸಮಾಜಕ್ಕೆ ಮಾದರಿ ಕೆಲಸ.ಯುವ ಸಮಾಜವು ಮೊಬೈಲ್ ಗೀಳಿನಿಂದ ಹೊರಬಂದು ನೆಲಮೂಲ ಕಲಾ ಸಂಸ್ಕೃತಿಗಳ ಬಗ್ಗೆ ತಿಳಿದುಕೊಳ್ಳಬೇಕಿದೆ. ಪ್ರಶಸ್ತಿ ಪುರಸ್ಕಾರಗಳು ಪ್ರತಿಭೆಗಳ ಸಾಧನೆಯ ಕಾರ್ಯಕ್ಕೆ ಪ್ರೋತ್ಸಾಹ ನೀಡಿ ಎಂದರು. ಮಹಿಳಾ ನಾಯಕಿ ನಾಗವೇಣಿ ಪಾಟೀಲ್ ಮಾತನಾಡಿ ಮಹಿಳೆಯರು ಸಮಾಜಮುಖಿಯಾಗಿ ಬೆರೆತು ಕೆಲಸ ಮಾಡಲು ಮತ್ತು ಗುರುತಿಸಿಕೊಳ್ಳಲು ಈ ಸಂಸ್ಥೆಯ ಕಾರ್ಯ ಮಹಿಳೆಯರಿಗೆ ವೇದಿಕೆಯಾಗಿದೆ. ಮಹಿಳೆಯರಲ್ಲಿ ಕಲೆ,ಕೌಶಲ್ಯ ಮತ್ತು ಕಾರ್ಯಚಟುವಟಿಕೆಗಳನ್ನು ಗುರುತಿಸಿ ವಿಜಯನಗರದ ಗತವೈಭವದ ಅಂಗಳದಲ್ಲಿ ಗೌರವಿಸಿದ್ದು ಉತ್ತಮ ಕಾರ್ಯ ಮಹಿಳೆಯರಿಗೆ ಈತರದ ವೇದಿಕೆಗಳ ಅವಶ್ಯಕತೆ ಇದೆ ಎಂದರು. (632, 1251, 780, 1420)
chilakamukhi-col1 (13, 1354, 235, 1500)
gita-para: ನನ್ನನ್ನು ಸೇವಿಸಿ ಕೃತಕೃತ್ಯನಾಗು. (17, 527, 94, 537)
main-article-text: ಹೊಲವಾದರೆ, 'ಮದುವೆ' ಎನ್ನುವುದು ಆ ತರಕಾರಿಯ ಒಳ್ಳೆಯ ಬೆಳವಣಿಗೆಗೆ ಸಹಕಾರಿಯಾಗುವ ಬೇಲಿ. ಆ ಬೇಲಿಯ ರಕ್ಷಣೆಯಲ್ಲಿಯೇ ತರಕಾರಿ ನಳನಳಿಸುತ್ತದೆ. ಹಾಗೆಂದು ಬರೀ ಬೇಲಿ ಹಾಕಿದರೆ ಆಗುವುದಿಲ್ಲ. ಕಾಲಕಾಲಕ್ಕೆ ನೀರು ಮತ್ತು ಗೊಬ್ಬರ ಹಾಕಬೇಕು. ಜೊತೆಗೆ ಬಿಸಿಲಿನ ಶಾಖದ ಜೊತೆಗೆ ತಂಪಿನ ನೆರಳು ಕೂಡಾ ಬೇಕು. ಇವೆಲ್ಲವೂ ಸರಿಯಾದ ಕ್ರಮದಲ್ಲಿ ಸರಿಯಾದ ಪ್ರಮಾಣದಲ್ಲಿ ಬಿದ್ದರೇ ಆರೋಗ್ಯಕರ ಚಂದದ ಬೆಳವಣಿಗೆ ಸಾಧ್ಯ. ಸೌಮ್ಯವಾದ ಶಾಖ ಬೀಳದೆ ಬಿಸಿಲು ಅತಿಯಾದ ಬೇಗೆಯಾಗಿ ತರಕಾರಿ ಹಸಿರನ್ನು ಕೆಡಿಸಬಹುದು. ನೀರು ಅತಿಯಾದರೆ ತರಕಾರಿಯ ಬೇರು ಕೊಳೆಯಬಹುದು. ಸೂರ್ಯ ಮಾಡುವ ಕೆಲಸವನ್ನು ನೀರು ಮಾಡಲಾಗುವುದಿಲ್ಲ. ಗೊಬ್ಬರದ ಕೆಲಸವನ್ನು ಬೇಲಿ ಮಾಡಲಾಗುವುದಿಲ್ಲ. ಒಂದಕ್ಕೊಂದು ಸಮಪ್ರಮಾಣದಲ್ಲಿ ಸಕಾಲದಲ್ಲಿ ದೊರೆತರಷ್ಟೇ ಎಲ್ಲವೂ ಸರಿ ಹೊಂದಲು ಸಾಧ್ಯ. ಶಾಲೆಯಲ್ಲಿ ಮಗುವಿನ ಓದಿನ ಸಾಮರ್ಥ್ಯಕ್ಕೆ ದೈಹಿಕ ಶಕ್ತಿ ಅಷ್ಟೇ ಕಾರಣವಲ್ಲ. ಮನಸ್ಸು ತಿಳಿಯಾದ ಕೊಳವಾಗಿ, ಮಮತೆಯನ್ನು ಪಡೆದುಕೊಂಡು ಉಲ್ಲಾಸವಿದ್ದಾಗ, ಆ ಮಗುವಿನ ಪರ್ಫಾರ್ಮೆನ್ಸ್ ಇನ್ನಷ್ಟು ವೃದ್ಧಿಯಾಗುತ್ತದೆ. ಮಕ್ಕಳು ಅಪ್ಪ ಅಥವಾ ಅಮ್ಮನ ಆಶ್ರಯದಲ್ಲಿ ಬೆಳೆದಾಗ, ಪ್ರೀತಿಯ ಕೊರತೆ ಕಾಡುತ್ತದೆ. ಇದರಿಂದ ಆ ಮಗು ಅಂತರ್ಮುಖಿ (592, 701, 758, 949)
gita-para: ಅತ್ಯುತ್ತಮ ಜ್ಞಾನಿಯಾದವನು ರಾಜ ಋಷಿ ಯಾಗುವವನು. (35, 793, 182, 804)
